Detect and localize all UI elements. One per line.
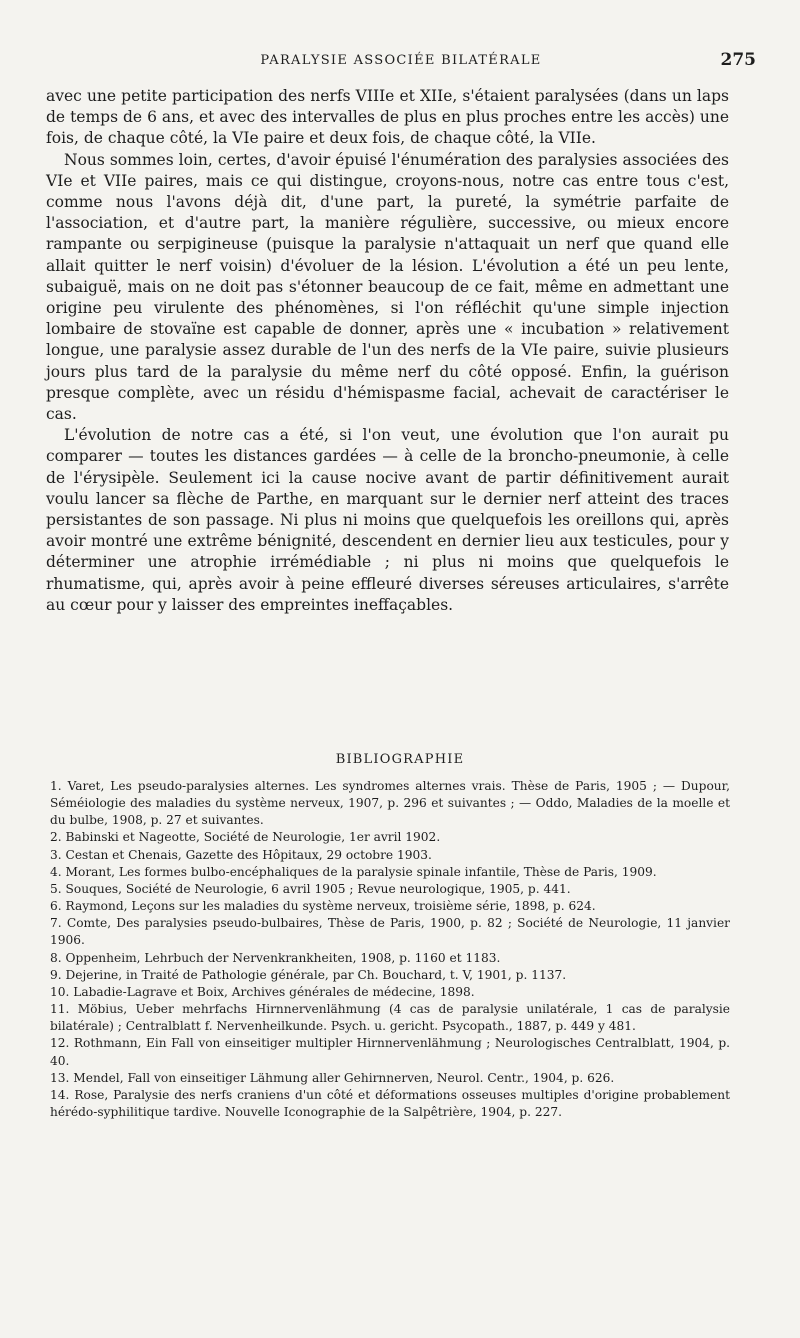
- bibliography-entry: 14. Rose, Paralysie des nerfs craniens d'un côté et déformations osseuses multiples d'origine probablement hérédo-syphilitique tardive. Nouvelle Iconographie de la Salpêtrière, 1904, p. 227.: [50, 1087, 730, 1119]
- paragraph-3: L'évolution de notre cas a été, si l'on veut, une évolution que l'on aurait pu comparer — toutes les distances gardées — à celle de la broncho-pneumonie, à celle de l'érysipèle. Seulement ici la cause nocive avant de partir définitivement aurait voulu lancer sa flèche de Parthe, en marquant sur le dernier nerf atteint des traces persistantes de son passage. Ni plus ni moins que quelquefois les oreillons qui, après avoir montré une extrême bénignité, descendent en dernier lieu aux testicules, pour y déterminer une atrophie irrémédiable ; ni plus ni moins que quelquefois le rhumatisme, qui, après avoir à peine effleuré diverses séreuses articulaires, s'arrête au cœur pour y laisser des empreintes ineffaçables.: [46, 426, 729, 614]
- bibliography-entry: 1. Varet, Les pseudo-paralysies alternes. Les syndromes alternes vrais. Thèse de Paris, 1905 ; — Dupour, Séméiologie des maladies du système nerveux, 1907, p. 296 et suivantes ; — Oddo, Maladies de la moelle et du bulbe, 1908, p. 27 et suivantes.: [50, 779, 730, 828]
- bibliography-entry: 9. Dejerine, in Traité de Pathologie générale, par Ch. Bouchard, t. V, 1901, p. 1137.: [50, 967, 567, 982]
- page-number: 275: [720, 50, 756, 70]
- bibliography-entry: 8. Oppenheim, Lehrbuch der Nervenkrankheiten, 1908, p. 1160 et 1183.: [50, 950, 501, 965]
- bibliography-entry: 10. Labadie-Lagrave et Boix, Archives générales de médecine, 1898.: [50, 984, 475, 999]
- bibliography-list: [50, 778, 730, 1121]
- running-head: [46, 50, 756, 74]
- bibliography-entry: 2. Babinski et Nageotte, Société de Neurologie, 1er avril 1902.: [50, 830, 441, 845]
- bibliography-entry: 12. Rothmann, Ein Fall von einseitiger multipler Hirnnervenlähmung ; Neurologisches Centralblatt, 1904, p. 40.: [50, 1036, 730, 1068]
- bibliography-entry: 6. Raymond, Leçons sur les maladies du système nerveux, troisième série, 1898, p. 624.: [50, 899, 596, 914]
- paragraph-2: Nous sommes loin, certes, d'avoir épuisé l'énumération des paralysies associées des VIe et VIIe paires, mais ce qui distingue, croyons-nous, notre cas entre tous c'est, comme nous l'avons déjà dit, d'une part, la pureté, la symétrie parfaite de l'association, et d'autre part, la manière régulière, successive, ou mieux encore rampante ou serpigineuse (puisque la paralysie n'attaquait un nerf que quand elle allait quitter le nerf voisin) d'évoluer de la lésion. L'évolution a été un peu lente, subaiguë, mais on ne doit pas s'étonner beaucoup de ce fait, même en admettant une origine peu virulente des phénomènes, si l'on réfléchit qu'une simple injection lombaire de stovaïne est capable de donner, après une « incubation » relativement longue, une paralysie assez durable de l'un des nerfs de la VIe paire, suivie plusieurs jours plus tard de la paralysie du même nerf du côté opposé. Enfin, la guérison presque complète, avec un résidu d'hémispasme facial, achevait de caractériser le cas.: [46, 150, 729, 424]
- paragraph-1: avec une petite participation des nerfs VIIIe et XIIe, s'étaient paralysées (dans un laps de temps de 6 ans, et avec des intervalles de plus en plus proches entre les accès) une fois, de chaque côté, la VIe paire et deux fois, de chaque côté, la VIIe.: [46, 87, 729, 148]
- running-title: PARALYSIE ASSOCIÉE BILATÉRALE: [260, 53, 542, 68]
- bibliography-entry: 4. Morant, Les formes bulbo-encéphaliques de la paralysie spinale infantile, Thèse de Paris, 1909.: [50, 864, 657, 879]
- bibliography-title: BIBLIOGRAPHIE: [335, 752, 465, 767]
- bibliography-entry: 3. Cestan et Chenais, Gazette des Hôpitaux, 29 octobre 1903.: [50, 847, 432, 862]
- bibliography-entry: 11. Möbius, Ueber mehrfachs Hirnnervenlähmung (4 cas de paralysie unilatérale, 1 cas de paralysie bilatérale) ; Centralblatt f. Nervenheilkunde. Psych. u. gericht. Psycopath., 1887, p. 449 y 481.: [50, 1002, 730, 1034]
- bibliography-entry: 5. Souques, Société de Neurologie, 6 avril 1905 ; Revue neurologique, 1905, p. 441.: [50, 881, 571, 896]
- bibliography-entry: 7. Comte, Des paralysies pseudo-bulbaires, Thèse de Paris, 1900, p. 82 ; Société de Neurologie, 11 janvier 1906.: [50, 916, 730, 948]
- bibliography-entry: 13. Mendel, Fall von einseitiger Lähmung aller Gehirnnerven, Neurol. Centr., 1904, p. 626.: [50, 1070, 615, 1085]
- body-text: [46, 86, 729, 616]
